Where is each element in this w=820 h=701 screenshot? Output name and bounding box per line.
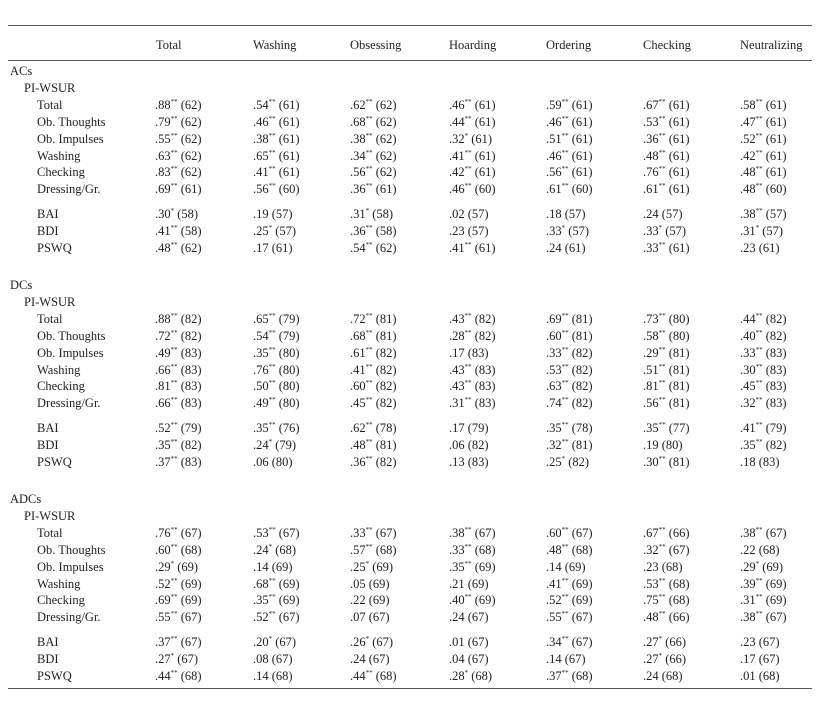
table-cell: .34** (67) (546, 635, 593, 650)
row-label: Checking (37, 593, 85, 608)
table-cell: .38** (67) (449, 525, 496, 540)
table-cell: .31* (57) (740, 223, 784, 239)
table-cell: .54** (79) (253, 328, 300, 343)
table-top-rule (8, 25, 812, 26)
table-cell: .73** (80) (643, 311, 690, 326)
table-cell: .43** (83) (449, 362, 496, 377)
table-cell: .24 (67) (350, 652, 390, 667)
table-row (0, 181, 820, 197)
table-cell: .47** (61) (740, 114, 787, 129)
table-cell: .76** (67) (155, 525, 202, 540)
table-cell: .42** (61) (740, 148, 787, 163)
table-cell: .33** (68) (449, 542, 496, 557)
row-label: Total (37, 525, 63, 540)
table-cell: .88** (82) (155, 311, 202, 326)
section-title-row (0, 277, 820, 293)
table-cell: .88** (62) (155, 97, 202, 112)
row-label: Ob. Thoughts (37, 328, 106, 343)
table-cell: .17 (83) (449, 345, 489, 360)
table-cell: .45** (83) (740, 379, 787, 394)
table-cell: .27* (66) (643, 635, 687, 650)
row-label: BAI (37, 207, 59, 222)
table-cell: .23 (67) (740, 635, 780, 650)
subgroup-title: PI-WSUR (24, 80, 76, 95)
table-cell: .35** (82) (740, 437, 787, 453)
table-row (0, 634, 820, 650)
table-cell: .52** (69) (155, 576, 202, 591)
table-cell: .44** (82) (740, 311, 787, 326)
table-cell: .21 (69) (449, 576, 489, 591)
table-cell: .52** (61) (740, 131, 787, 146)
table-cell: .31** (69) (740, 593, 787, 608)
table-cell: .44** (68) (350, 668, 397, 683)
column-header: Ordering (546, 38, 592, 52)
section-title: ADCs (10, 492, 42, 506)
table-cell: .53** (61) (643, 114, 690, 129)
table-cell: .18 (83) (740, 455, 780, 469)
table-cell: .14 (69) (546, 559, 586, 574)
table-cell: .17 (67) (740, 652, 780, 667)
table-header-rule (8, 60, 812, 61)
table-cell: .05 (69) (350, 576, 390, 591)
row-label: Total (37, 311, 63, 326)
table-cell: .33** (83) (740, 345, 787, 360)
table-row (0, 328, 820, 344)
table-cell: .54** (62) (350, 240, 397, 255)
table-cell: .58** (80) (643, 328, 690, 343)
table-cell: .44** (61) (449, 114, 496, 129)
table-cell: .25* (69) (350, 559, 394, 574)
table-cell: .39** (69) (740, 576, 787, 591)
section-title-row (0, 63, 820, 79)
table-cell: .29* (69) (740, 559, 784, 574)
subgroup-title: PI-WSUR (24, 508, 76, 523)
table-cell: .13 (83) (449, 455, 489, 469)
table-row (0, 592, 820, 608)
table-cell: .68** (81) (350, 328, 397, 343)
table-row (0, 395, 820, 411)
table-cell: .81** (81) (643, 379, 690, 394)
row-label: PSWQ (37, 241, 72, 255)
table-cell: .36** (61) (643, 131, 690, 146)
table-cell: .68** (62) (350, 114, 397, 129)
table-row (0, 345, 820, 361)
table-cell: .76** (80) (253, 362, 300, 377)
table-cell: .24 (67) (449, 610, 489, 625)
table-cell: .59** (61) (546, 97, 593, 112)
table-cell: .46** (61) (449, 97, 496, 112)
table-cell: .46** (61) (253, 114, 300, 129)
table-cell: .35** (69) (253, 593, 300, 608)
table-cell: .38** (61) (253, 131, 300, 146)
table-cell: .72** (82) (155, 328, 202, 343)
table-cell: .83** (62) (155, 165, 202, 180)
table-cell: .41** (58) (155, 223, 202, 239)
table-cell: .37** (68) (546, 668, 593, 683)
table-cell: .24* (79) (253, 437, 297, 453)
table-cell: .41** (79) (740, 421, 787, 436)
table-cell: .63** (62) (155, 148, 202, 163)
table-cell: .01 (68) (740, 669, 780, 683)
row-label: Ob. Thoughts (37, 114, 106, 129)
table-cell: .46** (61) (546, 148, 593, 163)
table-cell: .25* (57) (253, 223, 297, 239)
table-cell: .22 (68) (740, 542, 780, 557)
table-row (0, 420, 820, 436)
table-cell: .53** (68) (643, 576, 690, 591)
table-cell: .33** (82) (546, 345, 593, 360)
table-row (0, 437, 820, 453)
table-cell: .14 (68) (253, 669, 293, 683)
table-cell: .53** (82) (546, 362, 593, 377)
table-cell: .19 (57) (253, 207, 293, 222)
table-cell: .55** (67) (155, 610, 202, 625)
row-label: Washing (37, 362, 81, 377)
row-label: PSWQ (37, 669, 72, 683)
table-cell: .53** (67) (253, 525, 300, 540)
table-cell: .75** (68) (643, 593, 690, 608)
table-cell: .35** (77) (643, 421, 690, 436)
table-row (0, 525, 820, 541)
table-cell: .20* (67) (253, 635, 297, 650)
table-row (0, 576, 820, 592)
section-title-row (0, 491, 820, 507)
table-cell: .31** (83) (449, 396, 496, 411)
table-cell: .63** (82) (546, 379, 593, 394)
subgroup-title-row (0, 80, 820, 96)
table-row (0, 240, 820, 256)
table-cell: .35** (82) (155, 437, 202, 453)
table-cell: .25* (82) (546, 454, 590, 469)
table-cell: .69** (69) (155, 593, 202, 608)
row-label: PSWQ (37, 455, 72, 469)
table-cell: .43** (83) (449, 379, 496, 394)
table-row (0, 559, 820, 575)
table-cell: .24 (68) (643, 669, 683, 683)
table-cell: .41** (82) (350, 362, 397, 377)
table-cell: .40** (82) (740, 328, 787, 343)
table-cell: .37** (67) (155, 635, 202, 650)
table-row (0, 223, 820, 239)
table-cell: .01 (67) (449, 635, 489, 650)
table-cell: .23 (61) (740, 241, 780, 255)
table-cell: .46** (60) (449, 182, 496, 197)
table-cell: .43** (82) (449, 311, 496, 326)
table-cell: .46** (61) (546, 114, 593, 129)
row-label: BAI (37, 635, 59, 650)
table-cell: .48** (62) (155, 240, 202, 255)
table-cell: .36** (82) (350, 454, 397, 469)
table-cell: .33* (57) (546, 223, 590, 239)
table-cell: .35** (78) (546, 421, 593, 436)
table-cell: .23 (57) (449, 224, 489, 239)
table-cell: .52** (69) (546, 593, 593, 608)
table-row (0, 542, 820, 558)
table-cell: .38** (57) (740, 207, 787, 222)
table-cell: .22 (69) (350, 593, 390, 608)
table-row (0, 114, 820, 130)
table-cell: .28** (82) (449, 328, 496, 343)
table-cell: .36** (61) (350, 182, 397, 197)
table-cell: .42** (61) (449, 165, 496, 180)
table-row (0, 97, 820, 113)
row-label: Checking (37, 165, 85, 180)
table-cell: .33** (61) (643, 240, 690, 255)
table-cell: .56** (60) (253, 182, 300, 197)
table-cell: .52** (67) (253, 610, 300, 625)
table-cell: .34** (62) (350, 148, 397, 163)
table-cell: .61** (82) (350, 345, 397, 360)
table-cell: .54** (61) (253, 97, 300, 112)
table-row (0, 206, 820, 222)
subgroup-title-row (0, 508, 820, 524)
table-cell: .69** (81) (546, 311, 593, 326)
table-cell: .51** (61) (546, 131, 593, 146)
table-cell: .56** (62) (350, 165, 397, 180)
table-bottom-rule (8, 688, 812, 689)
table-cell: .30* (58) (155, 207, 199, 222)
table-cell: .18 (57) (546, 207, 586, 222)
column-header: Total (156, 38, 182, 52)
section-title: DCs (10, 278, 33, 292)
row-label: Checking (37, 379, 85, 394)
table-cell: .08 (67) (253, 652, 293, 667)
table-cell: .49** (80) (253, 396, 300, 411)
table-row (0, 362, 820, 378)
table-cell: .33** (67) (350, 525, 397, 540)
column-header: Hoarding (449, 38, 497, 52)
table-row (0, 609, 820, 625)
table-cell: .48** (61) (740, 165, 787, 180)
row-label: Washing (37, 148, 81, 163)
table-cell: .68** (69) (253, 576, 300, 591)
table-cell: .24 (57) (643, 207, 683, 222)
table-cell: .35** (76) (253, 421, 300, 436)
table-cell: .24 (61) (546, 241, 586, 255)
table-cell: .04 (67) (449, 652, 489, 667)
table-cell: .52** (79) (155, 421, 202, 436)
table-cell: .32** (83) (740, 396, 787, 411)
row-label: BDI (37, 652, 59, 667)
table-cell: .26* (67) (350, 635, 394, 650)
table-cell: .55** (62) (155, 131, 202, 146)
column-header: Washing (253, 38, 297, 52)
table-cell: .35** (80) (253, 345, 300, 360)
table-row (0, 454, 820, 470)
table-cell: .35** (69) (449, 559, 496, 574)
table-cell: .41** (61) (449, 240, 496, 255)
table-cell: .74** (82) (546, 396, 593, 411)
table-cell: .14 (69) (253, 559, 293, 574)
table-cell: .41** (69) (546, 576, 593, 591)
table-cell: .50** (80) (253, 379, 300, 394)
table-row (0, 148, 820, 164)
table-cell: .38** (62) (350, 131, 397, 146)
row-label: Dressing/Gr. (37, 182, 101, 197)
table-cell: .48** (60) (740, 182, 787, 197)
row-label: Total (37, 97, 63, 112)
row-label: Dressing/Gr. (37, 396, 101, 411)
table-cell: .24* (68) (253, 542, 297, 557)
table-cell: .57** (68) (350, 542, 397, 557)
table-cell: .51** (81) (643, 362, 690, 377)
table-cell: .29* (69) (155, 559, 199, 574)
table-row (0, 378, 820, 394)
table-cell: .41** (61) (449, 148, 496, 163)
table-cell: .30** (81) (643, 454, 690, 469)
table-cell: .67** (61) (643, 97, 690, 112)
table-cell: .48** (66) (643, 610, 690, 625)
table-cell: .36** (58) (350, 223, 397, 239)
table-cell: .40** (69) (449, 593, 496, 608)
table-row (0, 651, 820, 667)
subgroup-title-row (0, 294, 820, 310)
table-row (0, 131, 820, 147)
row-label: Ob. Thoughts (37, 542, 106, 557)
table-cell: .32* (61) (449, 131, 493, 146)
table-cell: .61** (61) (643, 182, 690, 197)
table-cell: .38** (67) (740, 525, 787, 540)
column-header: Neutralizing (740, 38, 803, 52)
table-cell: .48** (81) (350, 437, 397, 453)
table-cell: .17 (61) (253, 241, 293, 255)
table-cell: .45** (82) (350, 396, 397, 411)
table-cell: .76** (61) (643, 165, 690, 180)
table-cell: .66** (83) (155, 362, 202, 377)
table-cell: .06 (82) (449, 438, 489, 453)
row-label: BDI (37, 224, 59, 239)
table-cell: .27* (66) (643, 651, 687, 667)
table-cell: .38** (67) (740, 610, 787, 625)
table-cell: .65** (79) (253, 311, 300, 326)
table-cell: .56** (81) (643, 396, 690, 411)
table-cell: .37** (83) (155, 454, 202, 469)
table-cell: .32** (67) (643, 542, 690, 557)
table-cell: .49** (83) (155, 345, 202, 360)
table-cell: .27* (67) (155, 651, 199, 667)
table-cell: .14 (67) (546, 652, 586, 667)
table-cell: .31* (58) (350, 207, 394, 222)
table-cell: .69** (61) (155, 182, 202, 197)
table-cell: .48** (61) (643, 148, 690, 163)
table-cell: .48** (68) (546, 542, 593, 557)
row-label: Washing (37, 576, 81, 591)
row-label: Dressing/Gr. (37, 610, 101, 625)
table-cell: .60** (68) (155, 542, 202, 557)
table-cell: .60** (67) (546, 525, 593, 540)
table-cell: .44** (68) (155, 668, 202, 683)
table-cell: .23 (68) (643, 559, 683, 574)
table-cell: .62** (78) (350, 421, 397, 436)
row-label: Ob. Impulses (37, 131, 104, 146)
table-cell: .32** (81) (546, 437, 593, 453)
section-title: ACs (10, 64, 33, 78)
table-cell: .66** (83) (155, 396, 202, 411)
table-cell: .06 (80) (253, 455, 293, 469)
table-cell: .28* (68) (449, 668, 493, 683)
table-row (0, 668, 820, 684)
table-cell: .62** (62) (350, 97, 397, 112)
table-cell: .60** (81) (546, 328, 593, 343)
row-label: Ob. Impulses (37, 345, 104, 360)
row-label: Ob. Impulses (37, 559, 104, 574)
table-cell: .55** (67) (546, 610, 593, 625)
subgroup-title: PI-WSUR (24, 294, 76, 309)
table-cell: .41** (61) (253, 165, 300, 180)
table-cell: .67** (66) (643, 525, 690, 540)
table-cell: .19 (80) (643, 438, 683, 453)
row-label: BDI (37, 438, 59, 453)
table-cell: .65** (61) (253, 148, 300, 163)
table-cell: .30** (83) (740, 362, 787, 377)
column-header: Obsessing (350, 38, 402, 52)
table-cell: .81** (83) (155, 379, 202, 394)
table-cell: .72** (81) (350, 311, 397, 326)
table-cell: .07 (67) (350, 610, 390, 625)
table-cell: .61** (60) (546, 182, 593, 197)
table-cell: .60** (82) (350, 379, 397, 394)
table-cell: .17 (79) (449, 421, 489, 436)
table-row (0, 164, 820, 180)
table-cell: .79** (62) (155, 114, 202, 129)
table-cell: .33* (57) (643, 223, 687, 239)
table-cell: .29** (81) (643, 345, 690, 360)
row-label: BAI (37, 421, 59, 436)
table-row (0, 311, 820, 327)
table-cell: .02 (57) (449, 207, 489, 222)
table-cell: .56** (61) (546, 165, 593, 180)
column-header: Checking (643, 38, 691, 52)
table-cell: .58** (61) (740, 97, 787, 112)
